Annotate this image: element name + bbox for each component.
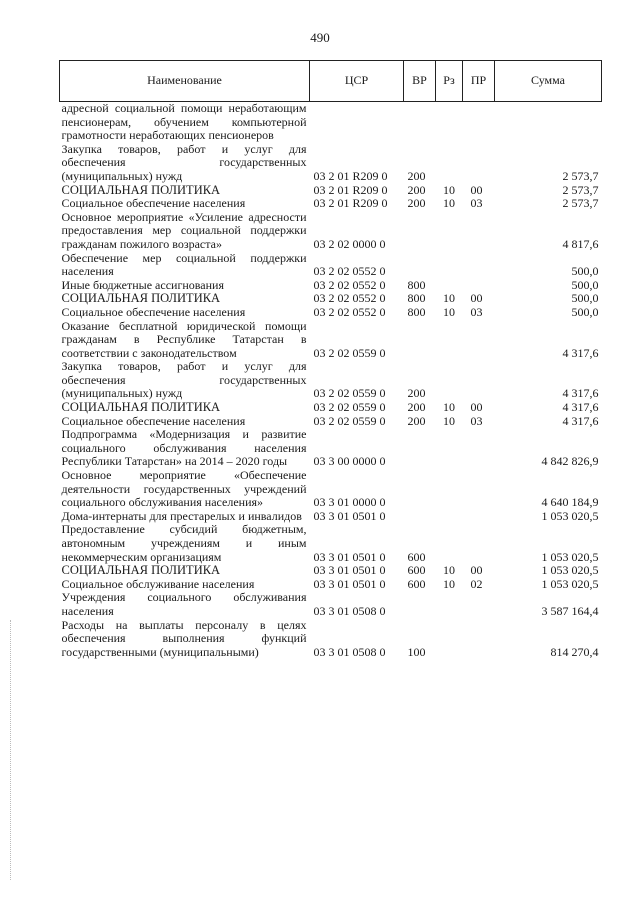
row-vr: 600 [407,549,426,564]
row-rz: 10 [443,291,455,306]
row-name: Социальное обеспечение населения [61,196,246,211]
row-csr: 03 2 01 R209 0 [313,196,388,211]
row-name: Закупка товаров, работ и услуг для обеспечения государственных (муниципальных) нужд [61,141,307,183]
budget-table [59,60,602,659]
row-pr [463,510,495,524]
row-sum: 500,0 [571,277,599,292]
row-name: Социальное обеспечение населения [61,304,246,319]
row-rz [436,469,463,510]
row-sum: 1 053 020,5 [541,576,599,591]
row-vr [404,510,436,524]
row-vr: 100 [407,644,426,659]
header-rz: Рз [436,61,463,102]
row-name: Закупка товаров, работ и услуг для обеспечения государственных (муниципальных) нужд [61,359,307,401]
row-vr [404,102,436,143]
table-row [60,211,602,252]
row-pr: 03 [470,304,483,319]
row-rz: 10 [443,576,455,591]
row-vr: 800 [407,304,426,319]
row-vr [404,591,436,618]
row-sum: 500,0 [571,264,599,279]
row-rz [436,143,463,184]
row-pr: 02 [470,576,483,591]
row-sum: 2 573,7 [562,196,599,211]
row-pr: 00 [470,563,483,578]
row-csr: 03 2 01 R209 0 [313,168,388,183]
table-row [60,591,602,618]
row-sum [495,102,602,143]
row-vr: 200 [407,168,426,183]
row-vr [404,320,436,361]
table-row [60,197,602,211]
row-vr: 200 [407,196,426,211]
row-csr: 03 2 02 0559 0 [313,345,386,360]
table-body [60,102,602,660]
row-name: СОЦИАЛЬНАЯ ПОЛИТИКА [61,291,221,306]
scan-margin-marks [10,620,13,880]
row-vr [404,428,436,469]
row-rz [436,102,463,143]
row-sum: 814 270,4 [550,644,599,659]
row-vr: 200 [407,386,426,401]
table-row [60,523,602,564]
row-rz [436,211,463,252]
row-name: Расходы на выплаты персоналу в целях обеспечения выполнения функций государственными (муниципальными) [61,617,307,659]
row-vr [404,469,436,510]
row-rz [436,252,463,279]
row-csr: 03 3 00 0000 0 [313,454,386,469]
row-name: СОЦИАЛЬНАЯ ПОЛИТИКА [61,563,221,578]
table-header [60,61,602,102]
row-rz [436,591,463,618]
table-row [60,401,602,415]
row-vr: 200 [407,182,426,197]
row-csr: 03 3 01 0508 0 [313,603,386,618]
row-rz [436,279,463,293]
table-row [60,415,602,429]
row-name: адресной социальной помощи неработающим пенсионерам, обучением компьютерной грамотности неработающих пенсионеров [61,101,307,143]
row-name: Подпрограмма «Модернизация и развитие социального обслуживания населения Республики Татарстан» на 2014 – 2020 годы [61,427,307,469]
row-sum: 4 317,6 [562,386,599,401]
table-row [60,184,602,198]
row-name: СОЦИАЛЬНАЯ ПОЛИТИКА [61,182,221,197]
table-row [60,102,602,143]
row-rz [436,619,463,660]
row-sum: 1 053 020,5 [541,549,599,564]
row-csr: 03 3 01 0501 0 [313,563,386,578]
row-name: Обеспечение мер социальной поддержки населения [61,250,307,279]
row-rz: 10 [443,196,455,211]
row-pr [463,360,495,401]
row-pr [463,211,495,252]
row-rz [436,428,463,469]
table-row [60,469,602,510]
row-sum: 2 573,7 [562,182,599,197]
row-csr [310,102,404,143]
row-rz [436,360,463,401]
table-row [60,564,602,578]
row-pr: 03 [470,196,483,211]
row-vr [404,252,436,279]
table-row [60,306,602,320]
row-csr: 03 3 01 0501 0 [313,549,386,564]
row-vr: 600 [407,563,426,578]
row-sum: 1 053 020,5 [541,508,599,523]
row-pr [463,143,495,184]
header-csr: ЦСР [310,61,404,102]
row-sum: 4 817,6 [562,236,599,251]
row-sum: 500,0 [571,291,599,306]
row-name: Оказание бесплатной юридической помощи гражданам в Республике Татарстан в соответствии с законодательством [61,318,307,360]
row-vr: 800 [407,277,426,292]
row-rz [436,510,463,524]
row-csr: 03 2 02 0552 0 [313,291,386,306]
header-vr: ВР [404,61,436,102]
row-vr: 200 [407,400,426,415]
row-pr [463,102,495,143]
row-name: Учреждения социального обслуживания населения [61,590,307,618]
row-name: Основное мероприятие «Усиление адресности предоставления мер социальной поддержки гражданам пожилого возраста» [61,209,307,251]
row-vr: 200 [407,413,426,428]
row-sum: 500,0 [571,304,599,319]
row-pr [463,619,495,660]
row-csr: 03 2 02 0000 0 [313,236,386,251]
row-name: Иные бюджетные ассигнования [61,277,224,292]
row-csr: 03 2 02 0559 0 [313,400,386,415]
row-rz: 10 [443,413,455,428]
row-rz: 10 [443,304,455,319]
row-sum: 2 573,7 [562,168,599,183]
table-row [60,143,602,184]
row-pr: 03 [470,413,483,428]
row-pr [463,279,495,293]
row-pr [463,469,495,510]
row-csr: 03 2 02 0552 0 [313,264,386,279]
row-csr: 03 3 01 0000 0 [313,495,386,510]
row-pr [463,252,495,279]
row-pr: 00 [470,182,483,197]
row-name: Основное мероприятие «Обеспечение деятельности государственных учреждений социального обслуживания населения» [61,468,307,510]
table-row [60,320,602,361]
row-pr [463,428,495,469]
row-vr [404,211,436,252]
row-rz: 10 [443,182,455,197]
table-row [60,428,602,469]
row-csr: 03 2 01 R209 0 [313,182,388,197]
row-pr: 00 [470,291,483,306]
row-rz: 10 [443,400,455,415]
header-sum: Сумма [495,61,602,102]
row-csr: 03 2 02 0552 0 [313,277,386,292]
row-csr: 03 2 02 0559 0 [313,413,386,428]
header-pr: ПР [463,61,495,102]
header-name: Наименование [60,61,310,102]
row-sum: 4 317,6 [562,413,599,428]
row-pr [463,591,495,618]
row-csr: 03 2 02 0559 0 [313,386,386,401]
row-sum: 4 842 826,9 [541,454,599,469]
row-sum: 3 587 164,4 [541,603,599,618]
table-row [60,292,602,306]
row-name: Социальное обслуживание населения [61,576,255,591]
row-sum: 4 640 184,9 [541,495,599,510]
table-row [60,619,602,660]
row-vr: 800 [407,291,426,306]
row-rz [436,523,463,564]
table-row [60,578,602,592]
row-name: Социальное обеспечение населения [61,413,246,428]
row-pr [463,523,495,564]
row-vr: 600 [407,576,426,591]
row-csr: 03 2 02 0552 0 [313,304,386,319]
row-name: СОЦИАЛЬНАЯ ПОЛИТИКА [61,400,221,415]
table-row [60,510,602,524]
row-pr: 00 [470,400,483,415]
row-csr: 03 3 01 0501 0 [313,508,386,523]
row-sum: 4 317,6 [562,400,599,415]
table-row [60,360,602,401]
row-rz: 10 [443,563,455,578]
row-name: Предоставление субсидий бюджетным, автономным учреждениям и иным некоммерческим организациям [61,522,307,564]
row-pr [463,320,495,361]
page-number: 490 [310,30,330,45]
row-csr: 03 3 01 0508 0 [313,644,386,659]
table-row [60,279,602,293]
table-row [60,252,602,279]
row-rz [436,320,463,361]
row-sum: 4 317,6 [562,345,599,360]
row-sum: 1 053 020,5 [541,563,599,578]
row-name: Дома-интернаты для престарелых и инвалидов [61,508,302,523]
row-csr: 03 3 01 0501 0 [313,576,386,591]
